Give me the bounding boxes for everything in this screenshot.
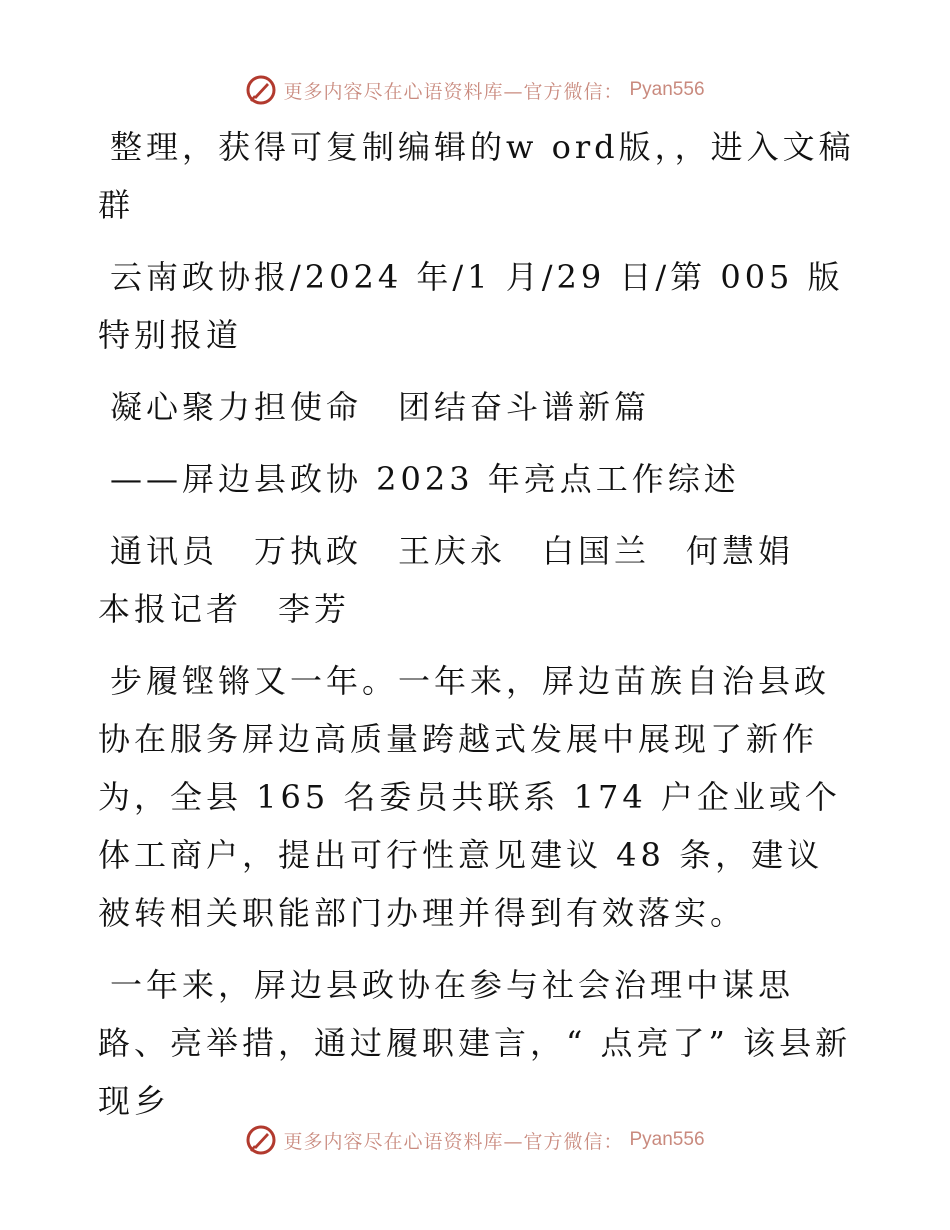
document-body xyxy=(98,118,858,1144)
article-subtitle: ——屏边县政协 2023 年亮点工作综述 xyxy=(110,460,740,498)
watermark-wechat-id: Pyan556 xyxy=(629,1129,705,1150)
footer-watermark xyxy=(0,1120,950,1160)
article-title: 凝心聚力担使命 团结奋斗谱新篇 xyxy=(110,388,651,426)
body-paragraph: 步履铿锵又一年。一年来，屏边苗族自治县政协在服务屏边高质量跨越式发展中展现了新作为，全县 165 名委员共联系 174 户企业或个体工商户，提出可行性意见建议 48 条，建议被转相关职能部门办理并得到有效落实。 xyxy=(98,662,841,932)
source-line: 云南政协报/2024 年/1 月/29 日/第 005 版特别报道 xyxy=(98,258,844,354)
body-paragraph: 一年来，屏边县政协在参与社会治理中谋思路、亮举措，通过履职建言，“ 点亮了” 该县新现乡 xyxy=(98,966,852,1120)
quill-logo-icon xyxy=(245,74,277,106)
watermark-wechat-id: Pyan556 xyxy=(629,79,705,100)
note-paragraph: 整理，获得可复制编辑的w ord版，，进入文稿群 xyxy=(98,128,855,224)
byline: 通讯员 万执政 王庆永 白国兰 何慧娟 本报记者 李芳 xyxy=(98,532,831,628)
header-watermark xyxy=(0,70,950,110)
watermark-text: 更多内容尽在心语资料库—官方微信： xyxy=(283,1130,624,1153)
quill-logo-icon xyxy=(245,1124,277,1156)
watermark-text: 更多内容尽在心语资料库—官方微信： xyxy=(283,80,624,103)
